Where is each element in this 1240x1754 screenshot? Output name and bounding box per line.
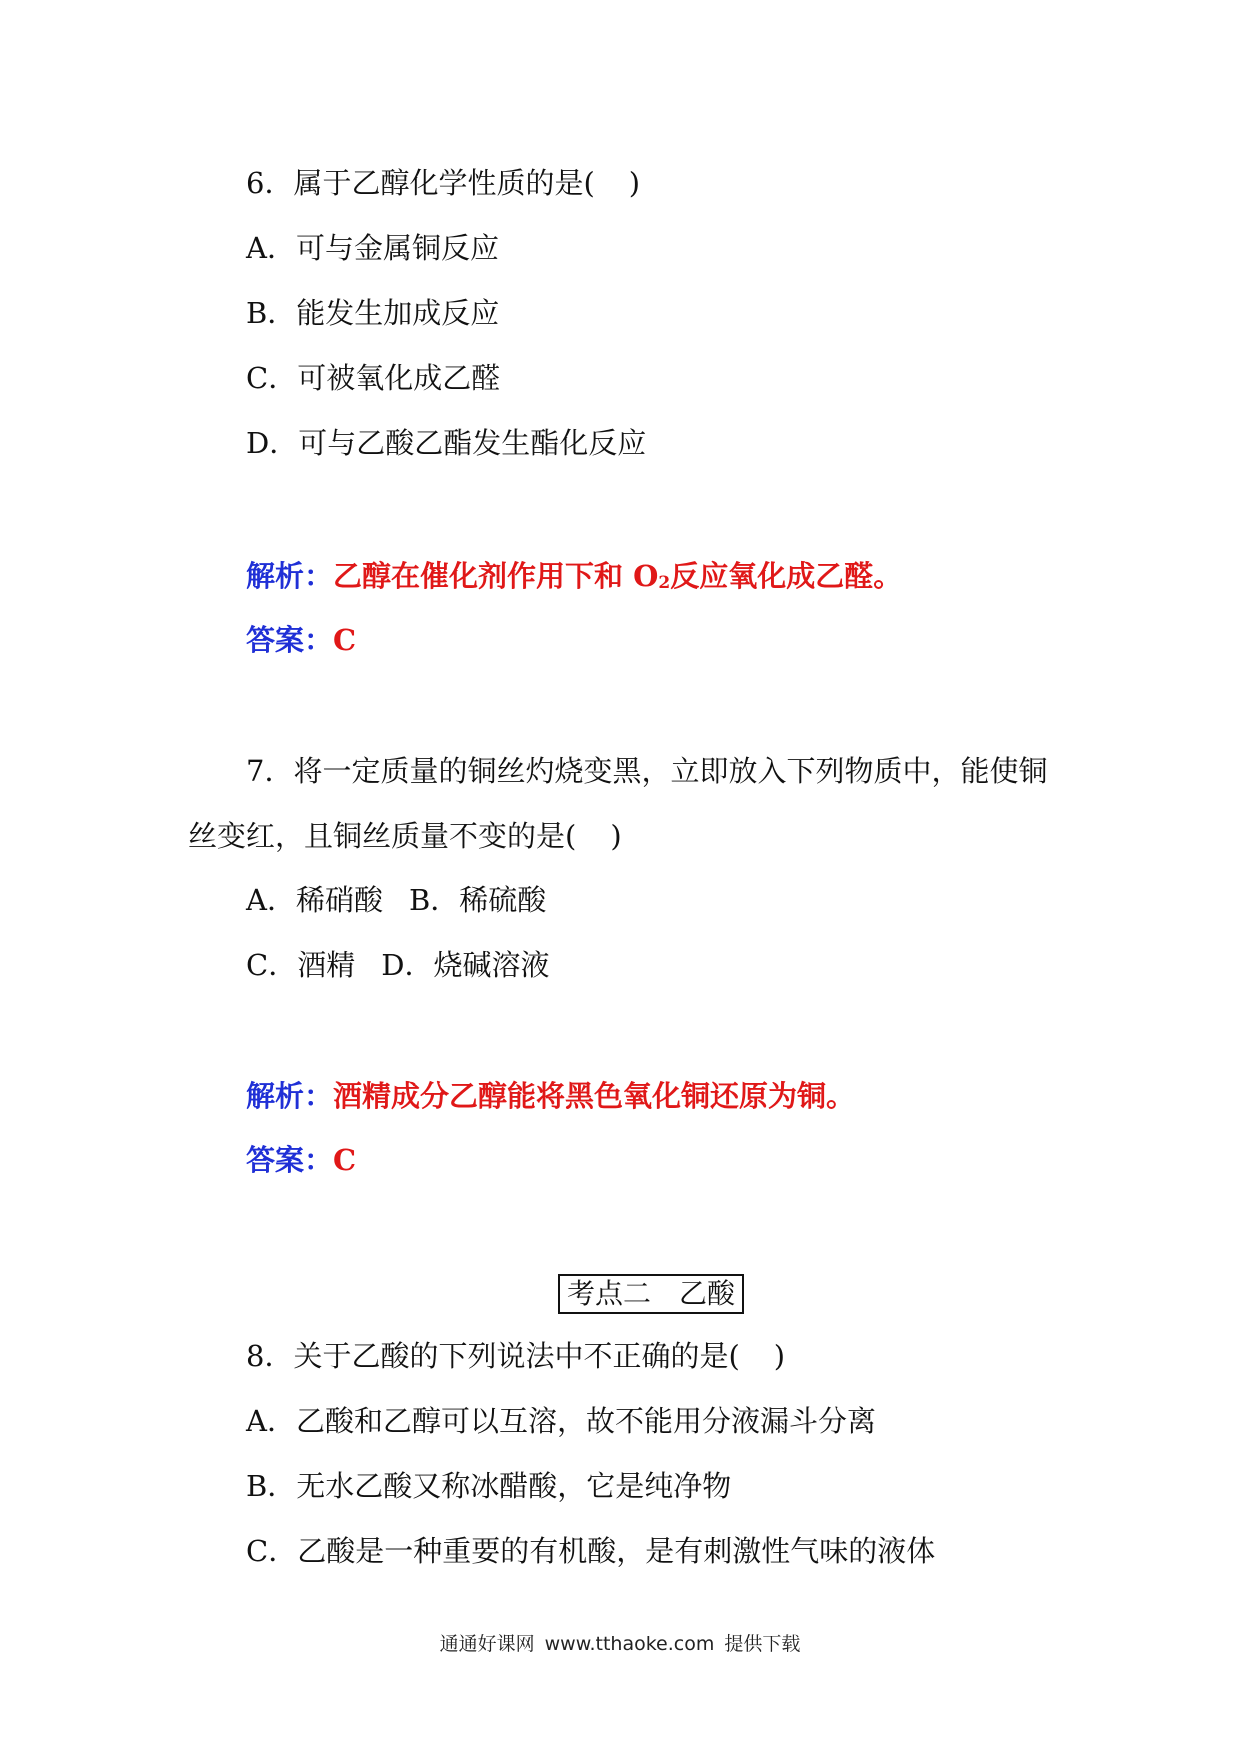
q7-paren-close: ) xyxy=(610,819,622,853)
q6-option-b: B．能发生加成反应 xyxy=(246,296,500,330)
page-footer xyxy=(0,1632,1240,1656)
q6-stem-text: 6．属于乙醇化学性质的是( xyxy=(246,166,595,200)
q6-analysis xyxy=(246,558,902,601)
q6-analysis-label: 解析： xyxy=(246,559,334,593)
q7-stem-line1: 7．将一定质量的铜丝灼烧变黑，立即放入下列物质中，能使铜 xyxy=(246,754,1048,788)
q6-answer-value: C xyxy=(333,623,357,657)
footer-tagline: 提供下载 xyxy=(724,1633,801,1655)
q7-analysis-text: 酒精成分乙醇能将黑色氧化铜还原为铜。 xyxy=(333,1079,856,1113)
q7-options-row2 xyxy=(246,947,549,983)
q6-analysis-text-before: 乙醇在催化剂作用下和 O xyxy=(333,559,659,593)
q7-option-d: D．烧碱溶液 xyxy=(381,948,550,982)
q7-answer-label: 答案： xyxy=(246,1143,334,1177)
q6-analysis-text xyxy=(333,559,902,593)
q7-stem-line2 xyxy=(188,818,622,854)
q6-paren-close: ) xyxy=(628,166,641,200)
q7-option-c: C．酒精 xyxy=(246,948,356,982)
q7-analysis xyxy=(246,1078,855,1114)
section-heading xyxy=(558,1274,744,1314)
q8-stem xyxy=(246,1338,785,1374)
q6-stem xyxy=(246,165,640,201)
q6-analysis-text-after: 反应氧化成乙醛。 xyxy=(670,559,903,593)
q6-answer xyxy=(246,622,356,658)
q8-option-b: B．无水乙酸又称冰醋酸，它是纯净物 xyxy=(246,1469,732,1503)
q7-answer-value: C xyxy=(333,1143,357,1177)
footer-site-name: 通通好课网 xyxy=(439,1633,535,1655)
q6-option-d: D．可与乙酸乙酯发生酯化反应 xyxy=(246,426,647,460)
q6-option-a: A．可与金属铜反应 xyxy=(246,231,499,265)
q8-option-a: A．乙酸和乙醇可以互溶，故不能用分液漏斗分离 xyxy=(246,1404,876,1438)
q6-analysis-subscript: 2 xyxy=(658,573,671,593)
q6-option-c: C．可被氧化成乙醛 xyxy=(246,361,501,395)
q7-option-a: A．稀硝酸 xyxy=(246,883,383,917)
q8-stem-text: 8．关于乙酸的下列说法中不正确的是( xyxy=(246,1339,740,1373)
section-heading-part1: 考点二 xyxy=(566,1277,651,1310)
section-heading-part2: 乙酸 xyxy=(679,1277,736,1310)
q7-option-b: B．稀硫酸 xyxy=(408,883,547,917)
q8-paren-close: ) xyxy=(773,1339,786,1373)
q7-options-row1 xyxy=(246,882,546,918)
footer-url: www.tthaoke.com xyxy=(544,1633,715,1655)
q7-analysis-label: 解析： xyxy=(246,1079,334,1113)
q7-stem-line2-text: 丝变红，且铜丝质量不变的是( xyxy=(188,819,577,853)
q8-option-c: C．乙酸是一种重要的有机酸，是有刺激性气味的液体 xyxy=(246,1534,936,1568)
q6-answer-label: 答案： xyxy=(246,623,334,657)
q7-answer xyxy=(246,1142,356,1178)
